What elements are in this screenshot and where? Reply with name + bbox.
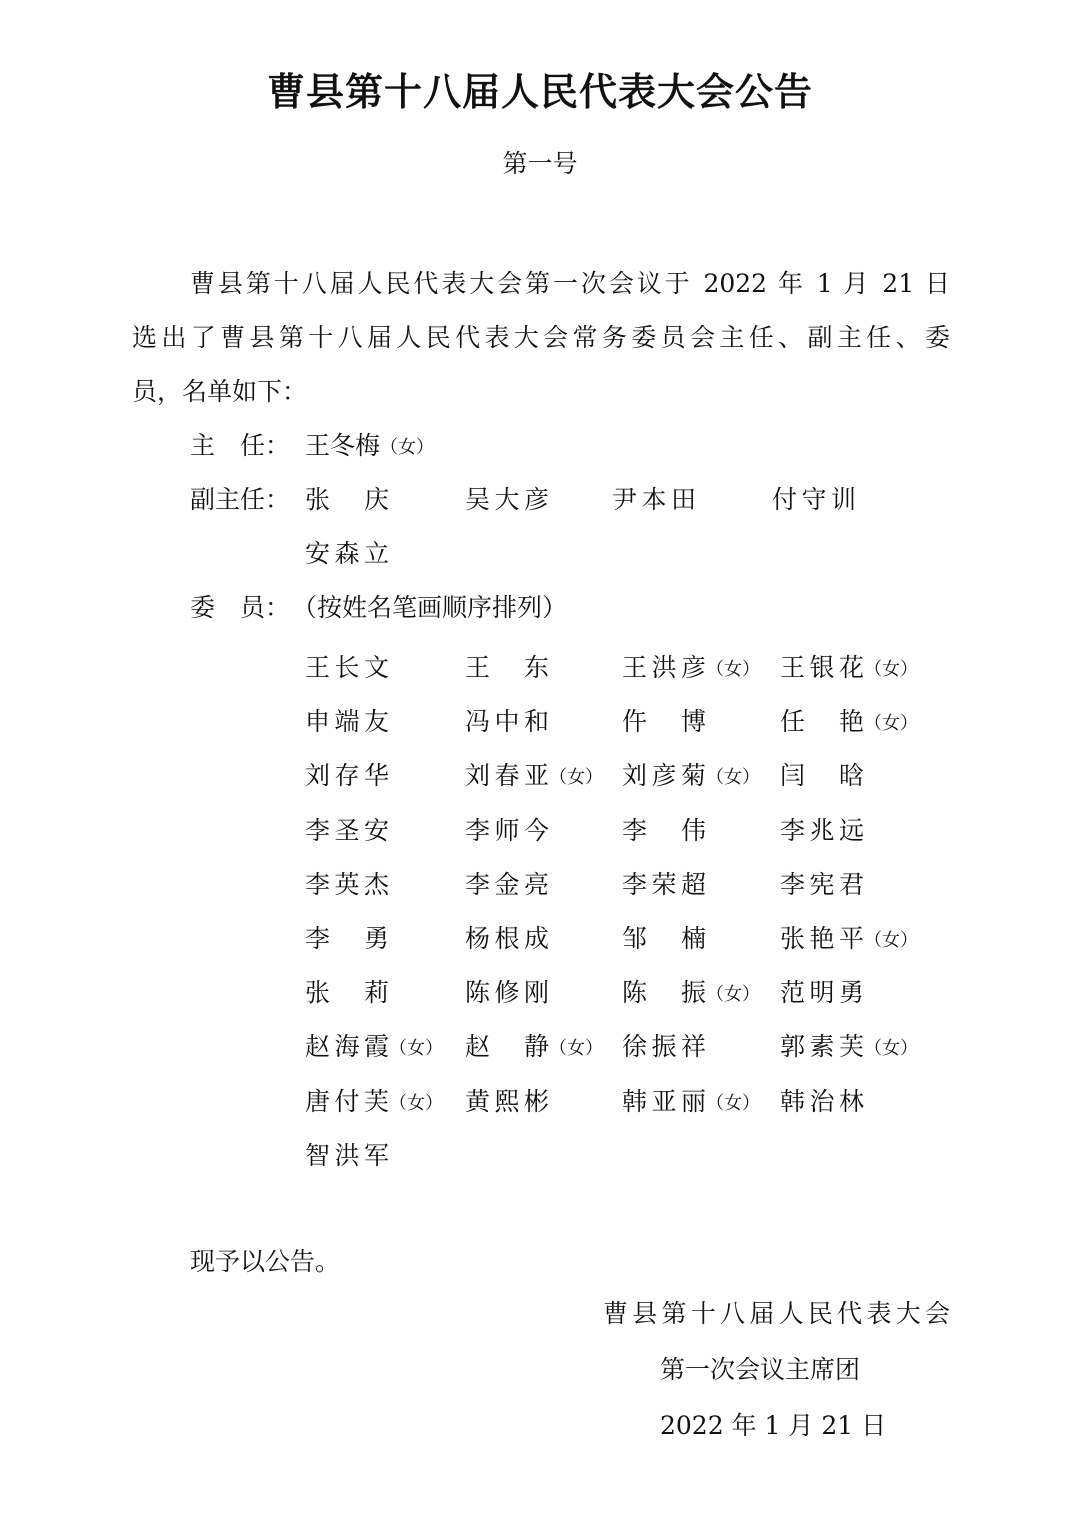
member-name-text: 范明勇	[780, 978, 864, 1007]
member-name	[622, 865, 706, 905]
member-name	[780, 702, 918, 744]
gender-tag: （女）	[380, 437, 435, 458]
member-name	[305, 1136, 389, 1176]
member-name-text: 李师今	[465, 816, 549, 845]
member-name	[622, 1082, 760, 1124]
signature-date: 2022 年 1 月 21 日	[660, 1411, 887, 1440]
director-name	[305, 426, 434, 468]
gender-tag: （女）	[706, 1093, 760, 1114]
member-name-text: 李金亮	[465, 870, 549, 899]
member-name	[622, 919, 706, 959]
member-name	[622, 702, 706, 742]
member-name	[465, 648, 549, 688]
member-name	[780, 811, 864, 851]
gender-tag: （女）	[864, 930, 918, 951]
member-name	[622, 756, 760, 798]
member-name	[305, 919, 389, 959]
member-name	[305, 1027, 443, 1069]
member-name-text: 王洪彦	[622, 653, 706, 682]
member-name	[780, 648, 918, 690]
intro-line: 员，名单如下：	[132, 377, 308, 406]
gender-tag: （女）	[706, 984, 760, 1005]
gender-tag: （女）	[864, 713, 918, 734]
member-name-text: 李宪君	[780, 870, 864, 899]
member-name-text: 张艳平	[780, 924, 864, 953]
member-name-text: 任 艳	[780, 707, 864, 736]
member-name-text: 闫 晗	[780, 761, 864, 790]
member-name-text: 冯中和	[465, 707, 549, 736]
member-name-text: 李 勇	[305, 924, 389, 953]
member-name	[305, 756, 389, 796]
signature-org: 曹县第十八届人民代表大会	[603, 1299, 950, 1328]
member-name	[305, 702, 389, 742]
vice-director-name	[305, 534, 389, 574]
members-note: （按姓名笔画顺序排列）	[292, 593, 568, 622]
vice-director-name-text: 付守训	[772, 485, 856, 514]
gender-tag: （女）	[864, 659, 918, 680]
gender-tag: （女）	[389, 1038, 443, 1059]
member-name	[622, 648, 760, 690]
member-name-text: 黄熙彬	[465, 1087, 549, 1116]
member-name-text: 李兆远	[780, 816, 864, 845]
member-name	[780, 1082, 864, 1122]
vice-director-name-text: 尹本田	[612, 485, 696, 514]
member-name	[465, 702, 549, 742]
gender-tag: （女）	[389, 1093, 443, 1114]
member-name	[305, 648, 389, 688]
member-name	[305, 1082, 443, 1124]
member-name-text: 唐付芙	[305, 1087, 389, 1116]
member-name	[780, 973, 864, 1013]
member-name	[622, 1027, 706, 1067]
member-name-text: 申端友	[305, 707, 389, 736]
member-name	[465, 919, 549, 959]
member-name	[780, 919, 918, 961]
member-name-text: 赵 静	[465, 1032, 549, 1061]
member-name-text: 陈修刚	[465, 978, 549, 1007]
gender-tag: （女）	[706, 659, 760, 680]
member-name-text: 李荣超	[622, 870, 706, 899]
member-name	[622, 973, 760, 1015]
vice-director-name-text: 张 庆	[305, 485, 389, 514]
document-title: 曹县第十八届人民代表大会公告	[266, 70, 813, 114]
vice-director-name	[465, 480, 549, 520]
member-name	[780, 756, 864, 796]
vice-director-name	[612, 480, 696, 520]
member-name-text: 王长文	[305, 653, 389, 682]
vice-director-name	[772, 480, 856, 520]
member-name-text: 杨根成	[465, 924, 549, 953]
vice-director-name-text: 吴大彦	[465, 485, 549, 514]
gender-tag: （女）	[864, 1038, 918, 1059]
member-name-text: 王 东	[465, 653, 549, 682]
member-name-text: 邹 楠	[622, 924, 706, 953]
member-name-text: 李圣安	[305, 816, 389, 845]
member-name-text: 李英杰	[305, 870, 389, 899]
director-name-text: 王冬梅	[305, 431, 381, 460]
member-name-text: 郭素芙	[780, 1032, 864, 1061]
vice-director-name	[305, 480, 389, 520]
member-name	[780, 865, 864, 905]
members-label: 委 员：	[190, 593, 291, 622]
member-name	[465, 1027, 603, 1069]
member-name-text: 李 伟	[622, 816, 706, 845]
member-name	[622, 811, 706, 851]
member-name-text: 赵海霞	[305, 1032, 389, 1061]
member-name-text: 徐振祥	[622, 1032, 706, 1061]
gender-tag: （女）	[706, 767, 760, 788]
member-name-text: 张 莉	[305, 978, 389, 1007]
member-name	[780, 1027, 918, 1069]
member-name-text: 韩治林	[780, 1087, 864, 1116]
member-name-text: 刘存华	[305, 761, 389, 790]
intro-line: 选出了曹县第十八届人民代表大会常务委员会主任、副主任、委	[132, 323, 950, 352]
member-name-text: 刘春亚	[465, 761, 549, 790]
member-name	[465, 865, 549, 905]
closing-statement: 现予以公告。	[190, 1247, 341, 1276]
member-name	[465, 1082, 549, 1122]
member-name-text: 王银花	[780, 653, 864, 682]
member-name	[465, 973, 549, 1013]
member-name-text: 仵 博	[622, 707, 706, 736]
member-name	[465, 756, 603, 798]
member-name	[465, 811, 549, 851]
gender-tag: （女）	[549, 1038, 603, 1059]
signature-body: 第一次会议主席团	[660, 1355, 861, 1384]
member-name-text: 智洪军	[305, 1141, 389, 1170]
director-label: 主 任：	[190, 431, 291, 460]
member-name-text: 刘彦菊	[622, 761, 706, 790]
member-name	[305, 811, 389, 851]
vice-director-label: 副主任：	[190, 485, 291, 514]
intro-line: 曹县第十八届人民代表大会第一次会议于 2022 年 1 月 21 日	[190, 269, 950, 298]
member-name	[305, 973, 389, 1013]
member-name-text: 韩亚丽	[622, 1087, 706, 1116]
vice-director-name-text: 安森立	[305, 539, 389, 568]
document-number: 第一号	[502, 149, 578, 178]
member-name	[305, 865, 389, 905]
member-name-text: 陈 振	[622, 978, 706, 1007]
gender-tag: （女）	[549, 767, 603, 788]
